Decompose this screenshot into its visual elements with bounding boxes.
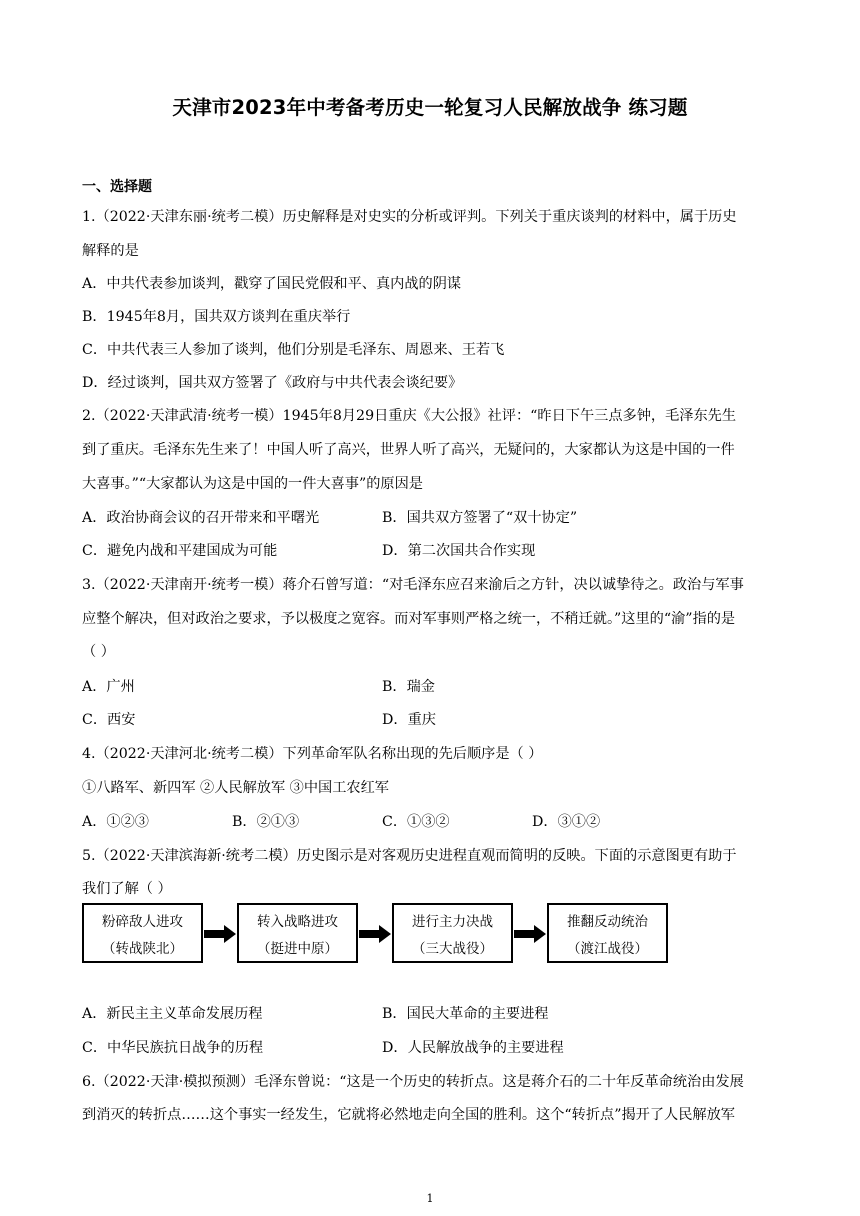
document-title: 天津市2023年中考备考历史一轮复习人民解放战争 练习题 — [172, 96, 688, 119]
question-2-option-d: D．第二次国共合作实现 — [382, 543, 536, 559]
question-2-stem-cont: 到了重庆。毛泽东先生来了！中国人听了高兴，世界人听了高兴，无疑问的，大家都认为这是中国的一件 — [82, 442, 735, 458]
question-2-option-b: B．国共双方签署了“双十协定” — [382, 510, 578, 526]
flow-box-3 — [392, 903, 513, 963]
flow-box-4 — [547, 903, 668, 963]
question-3-stem: 3.（2022·天津南开·统考一模）蒋介石曾写道：“对毛泽东应召来渝后之方针，决以诚挚待之。政治与军事 — [82, 577, 744, 593]
page-number: 1 — [426, 1192, 434, 1205]
flow-box-4-bottom: （渡江战役） — [567, 941, 648, 957]
flow-box-2-bottom: （挺进中原） — [257, 941, 338, 957]
section-heading: 一、选择题 — [82, 179, 152, 195]
question-5-option-d: D．人民解放战争的主要进程 — [382, 1040, 564, 1056]
flow-box-4-top: 推翻反动统治 — [567, 914, 648, 930]
question-4-option-b: B．②①③ — [232, 814, 300, 830]
flow-box-3-bottom: （三大战役） — [412, 941, 493, 957]
question-2-stem: 2.（2022·天津武清·统考一模）1945年8月29日重庆《大公报》社评：“昨日下午三点多钟，毛泽东先生 — [82, 408, 737, 424]
question-1-option-c: C．中共代表三人参加了谈判，他们分别是毛泽东、周恩来、王若飞 — [82, 342, 505, 358]
question-3-option-b: B．瑞金 — [382, 679, 435, 695]
question-4-stem: 4.（2022·天津河北·统考二模）下列革命军队名称出现的先后顺序是（ ） — [82, 746, 543, 762]
question-4-option-a: A．①②③ — [82, 814, 149, 830]
flow-box-1-top: 粉碎敌人进攻 — [102, 914, 183, 930]
question-4-option-c: C．①③② — [382, 814, 450, 830]
question-5-stem-cont: 我们了解（ ） — [82, 881, 172, 897]
question-3-option-d: D．重庆 — [382, 712, 436, 728]
flow-box-1 — [82, 903, 203, 963]
question-1-option-d: D．经过谈判，国共双方签署了《政府与中共代表会谈纪要》 — [82, 375, 463, 391]
question-2-option-c: C．避免内战和平建国成为可能 — [82, 543, 278, 559]
question-3-option-c: C．西安 — [82, 712, 136, 728]
question-6-stem: 6.（2022·天津·模拟预测）毛泽东曾说：“这是一个历史的转折点。这是蒋介石的二十年反革命统治由发展 — [82, 1074, 744, 1090]
question-3-option-a: A．广州 — [82, 679, 135, 695]
process-flow-diagram — [82, 903, 670, 967]
question-4-option-d: D．③①② — [532, 814, 601, 830]
question-1-stem: 1.（2022·天津东丽·统考二模）历史解释是对史实的分析或评判。下列关于重庆谈判的材料中，属于历史 — [82, 209, 737, 225]
flow-box-3-top: 进行主力决战 — [412, 914, 493, 930]
question-3-stem-cont: （ ） — [82, 644, 115, 660]
question-1-stem-cont: 解释的是 — [82, 243, 139, 259]
question-2-option-a: A．政治协商会议的召开带来和平曙光 — [82, 510, 320, 526]
question-5-option-b: B．国民大革命的主要进程 — [382, 1006, 549, 1022]
flow-box-2-top: 转入战略进攻 — [257, 914, 338, 930]
flow-arrow-icon — [514, 925, 546, 943]
question-3-stem-cont: 应整个解决，但对政治之要求，予以极度之宽容。而对军事则严格之统一，不稍迁就。”这里的“渝”指的是 — [82, 611, 736, 627]
question-2-stem-cont: 大喜事。”“大家都认为这是中国的一件大喜事”的原因是 — [82, 476, 423, 492]
question-5-option-a: A．新民主主义革命发展历程 — [82, 1006, 263, 1022]
flow-arrow-icon — [359, 925, 391, 943]
question-4-stem-cont: ①八路军、新四军 ②人民解放军 ③中国工农红军 — [82, 780, 389, 796]
question-5-option-c: C．中华民族抗日战争的历程 — [82, 1040, 264, 1056]
question-5-stem: 5.（2022·天津滨海新·统考二模）历史图示是对客观历史进程直观而简明的反映。下面的示意图更有助于 — [82, 848, 737, 864]
flow-box-2 — [237, 903, 358, 963]
flow-box-1-bottom: （转战陕北） — [102, 941, 183, 957]
question-6-stem-cont: 到消灭的转折点……这个事实一经发生，它就将必然地走向全国的胜利。这个“转折点”揭开了人民解放军 — [82, 1107, 735, 1123]
flow-arrow-icon — [204, 925, 236, 943]
question-1-option-b: B．1945年8月，国共双方谈判在重庆举行 — [82, 309, 351, 325]
question-1-option-a: A．中共代表参加谈判，戳穿了国民党假和平、真内战的阴谋 — [82, 276, 462, 292]
